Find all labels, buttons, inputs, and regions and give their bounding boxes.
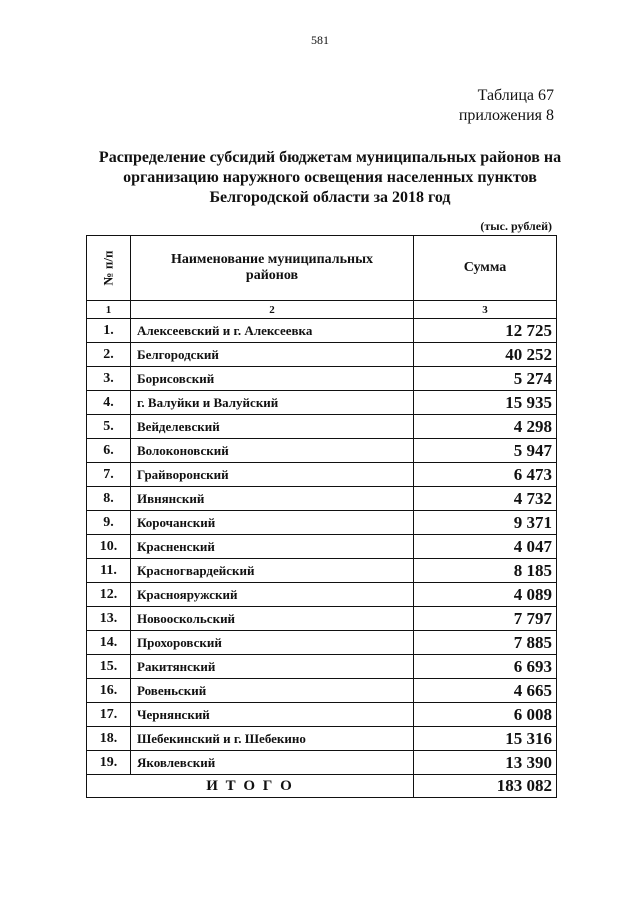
row-number: 5. [87, 415, 131, 439]
row-number: 10. [87, 535, 131, 559]
row-number: 9. [87, 511, 131, 535]
table-row [87, 439, 557, 463]
district-name: Вейделевский [131, 415, 414, 439]
district-name: Борисовский [131, 367, 414, 391]
units-label: (тыс. рублей) [480, 219, 552, 233]
table-row [87, 463, 557, 487]
table-row [87, 367, 557, 391]
subsidy-table [86, 235, 557, 798]
district-name: Яковлевский [131, 751, 414, 775]
table-row [87, 391, 557, 415]
column-index: 1 [87, 301, 131, 319]
table-row [87, 343, 557, 367]
subsidy-amount: 5 274 [414, 367, 557, 391]
total-label: И Т О Г О [87, 775, 414, 798]
title-line1: Распределение субсидий бюджетам муниципальных районов на [98, 149, 562, 166]
district-name: Краснояружский [131, 583, 414, 607]
subsidy-amount: 4 732 [414, 487, 557, 511]
district-name: г. Валуйки и Валуйский [131, 391, 414, 415]
header-name [131, 236, 414, 301]
table-row [87, 511, 557, 535]
header-num-label: № п/п [100, 250, 116, 285]
row-number: 16. [87, 679, 131, 703]
table-row [87, 583, 557, 607]
table-header-row [87, 236, 557, 301]
row-number: 6. [87, 439, 131, 463]
row-number: 15. [87, 655, 131, 679]
district-name: Новооскольский [131, 607, 414, 631]
subsidy-amount: 12 725 [414, 319, 557, 343]
subsidy-amount: 8 185 [414, 559, 557, 583]
table-row [87, 319, 557, 343]
row-number: 4. [87, 391, 131, 415]
district-name: Белгородский [131, 343, 414, 367]
subsidy-amount: 13 390 [414, 751, 557, 775]
header-sum: Сумма [414, 236, 557, 301]
table-row [87, 679, 557, 703]
district-name: Красногвардейский [131, 559, 414, 583]
district-name: Волоконовский [131, 439, 414, 463]
district-name: Грайворонский [131, 463, 414, 487]
header-num [87, 236, 131, 301]
table-row [87, 703, 557, 727]
district-name: Алексеевский и г. Алексеевка [131, 319, 414, 343]
subsidy-amount: 4 089 [414, 583, 557, 607]
subsidy-amount: 40 252 [414, 343, 557, 367]
table-row [87, 415, 557, 439]
district-name: Шебекинский и г. Шебекино [131, 727, 414, 751]
subsidy-amount: 6 008 [414, 703, 557, 727]
district-name: Ракитянский [131, 655, 414, 679]
subsidy-amount: 5 947 [414, 439, 557, 463]
row-number: 14. [87, 631, 131, 655]
table-row [87, 751, 557, 775]
column-index-row [87, 301, 557, 319]
table-row [87, 655, 557, 679]
subsidy-amount: 4 665 [414, 679, 557, 703]
subsidy-amount: 4 047 [414, 535, 557, 559]
subsidy-amount: 15 935 [414, 391, 557, 415]
table-row [87, 559, 557, 583]
table-reference-line2: приложения 8 [458, 107, 554, 124]
table-reference-line1: Таблица 67 [477, 87, 554, 104]
subsidy-amount: 6 473 [414, 463, 557, 487]
total-sum: 183 082 [414, 775, 557, 798]
subsidy-amount: 9 371 [414, 511, 557, 535]
page-number: 581 [311, 33, 329, 47]
table-row [87, 631, 557, 655]
subsidy-amount: 15 316 [414, 727, 557, 751]
district-name: Ивнянский [131, 487, 414, 511]
document-title [60, 148, 600, 208]
header-name-line1: Наименование муниципальных [170, 252, 374, 267]
row-number: 12. [87, 583, 131, 607]
table-row [87, 727, 557, 751]
subsidy-amount: 7 797 [414, 607, 557, 631]
district-name: Корочанский [131, 511, 414, 535]
row-number: 1. [87, 319, 131, 343]
row-number: 17. [87, 703, 131, 727]
row-number: 11. [87, 559, 131, 583]
title-line2: организацию наружного освещения населенных пунктов [123, 169, 537, 186]
table-row [87, 535, 557, 559]
subsidy-amount: 4 298 [414, 415, 557, 439]
column-index: 2 [131, 301, 414, 319]
row-number: 8. [87, 487, 131, 511]
table-row [87, 487, 557, 511]
row-number: 13. [87, 607, 131, 631]
row-number: 7. [87, 463, 131, 487]
subsidy-amount: 6 693 [414, 655, 557, 679]
title-line3: Белгородской области за 2018 год [209, 189, 451, 206]
district-name: Красненский [131, 535, 414, 559]
subsidy-amount: 7 885 [414, 631, 557, 655]
district-name: Чернянский [131, 703, 414, 727]
row-number: 3. [87, 367, 131, 391]
table-row [87, 607, 557, 631]
row-number: 2. [87, 343, 131, 367]
row-number: 19. [87, 751, 131, 775]
district-name: Прохоровский [131, 631, 414, 655]
column-index: 3 [414, 301, 557, 319]
district-name: Ровеньский [131, 679, 414, 703]
header-name-line2: районов [245, 268, 299, 283]
table-reference [459, 86, 554, 126]
total-row [87, 775, 557, 798]
row-number: 18. [87, 727, 131, 751]
